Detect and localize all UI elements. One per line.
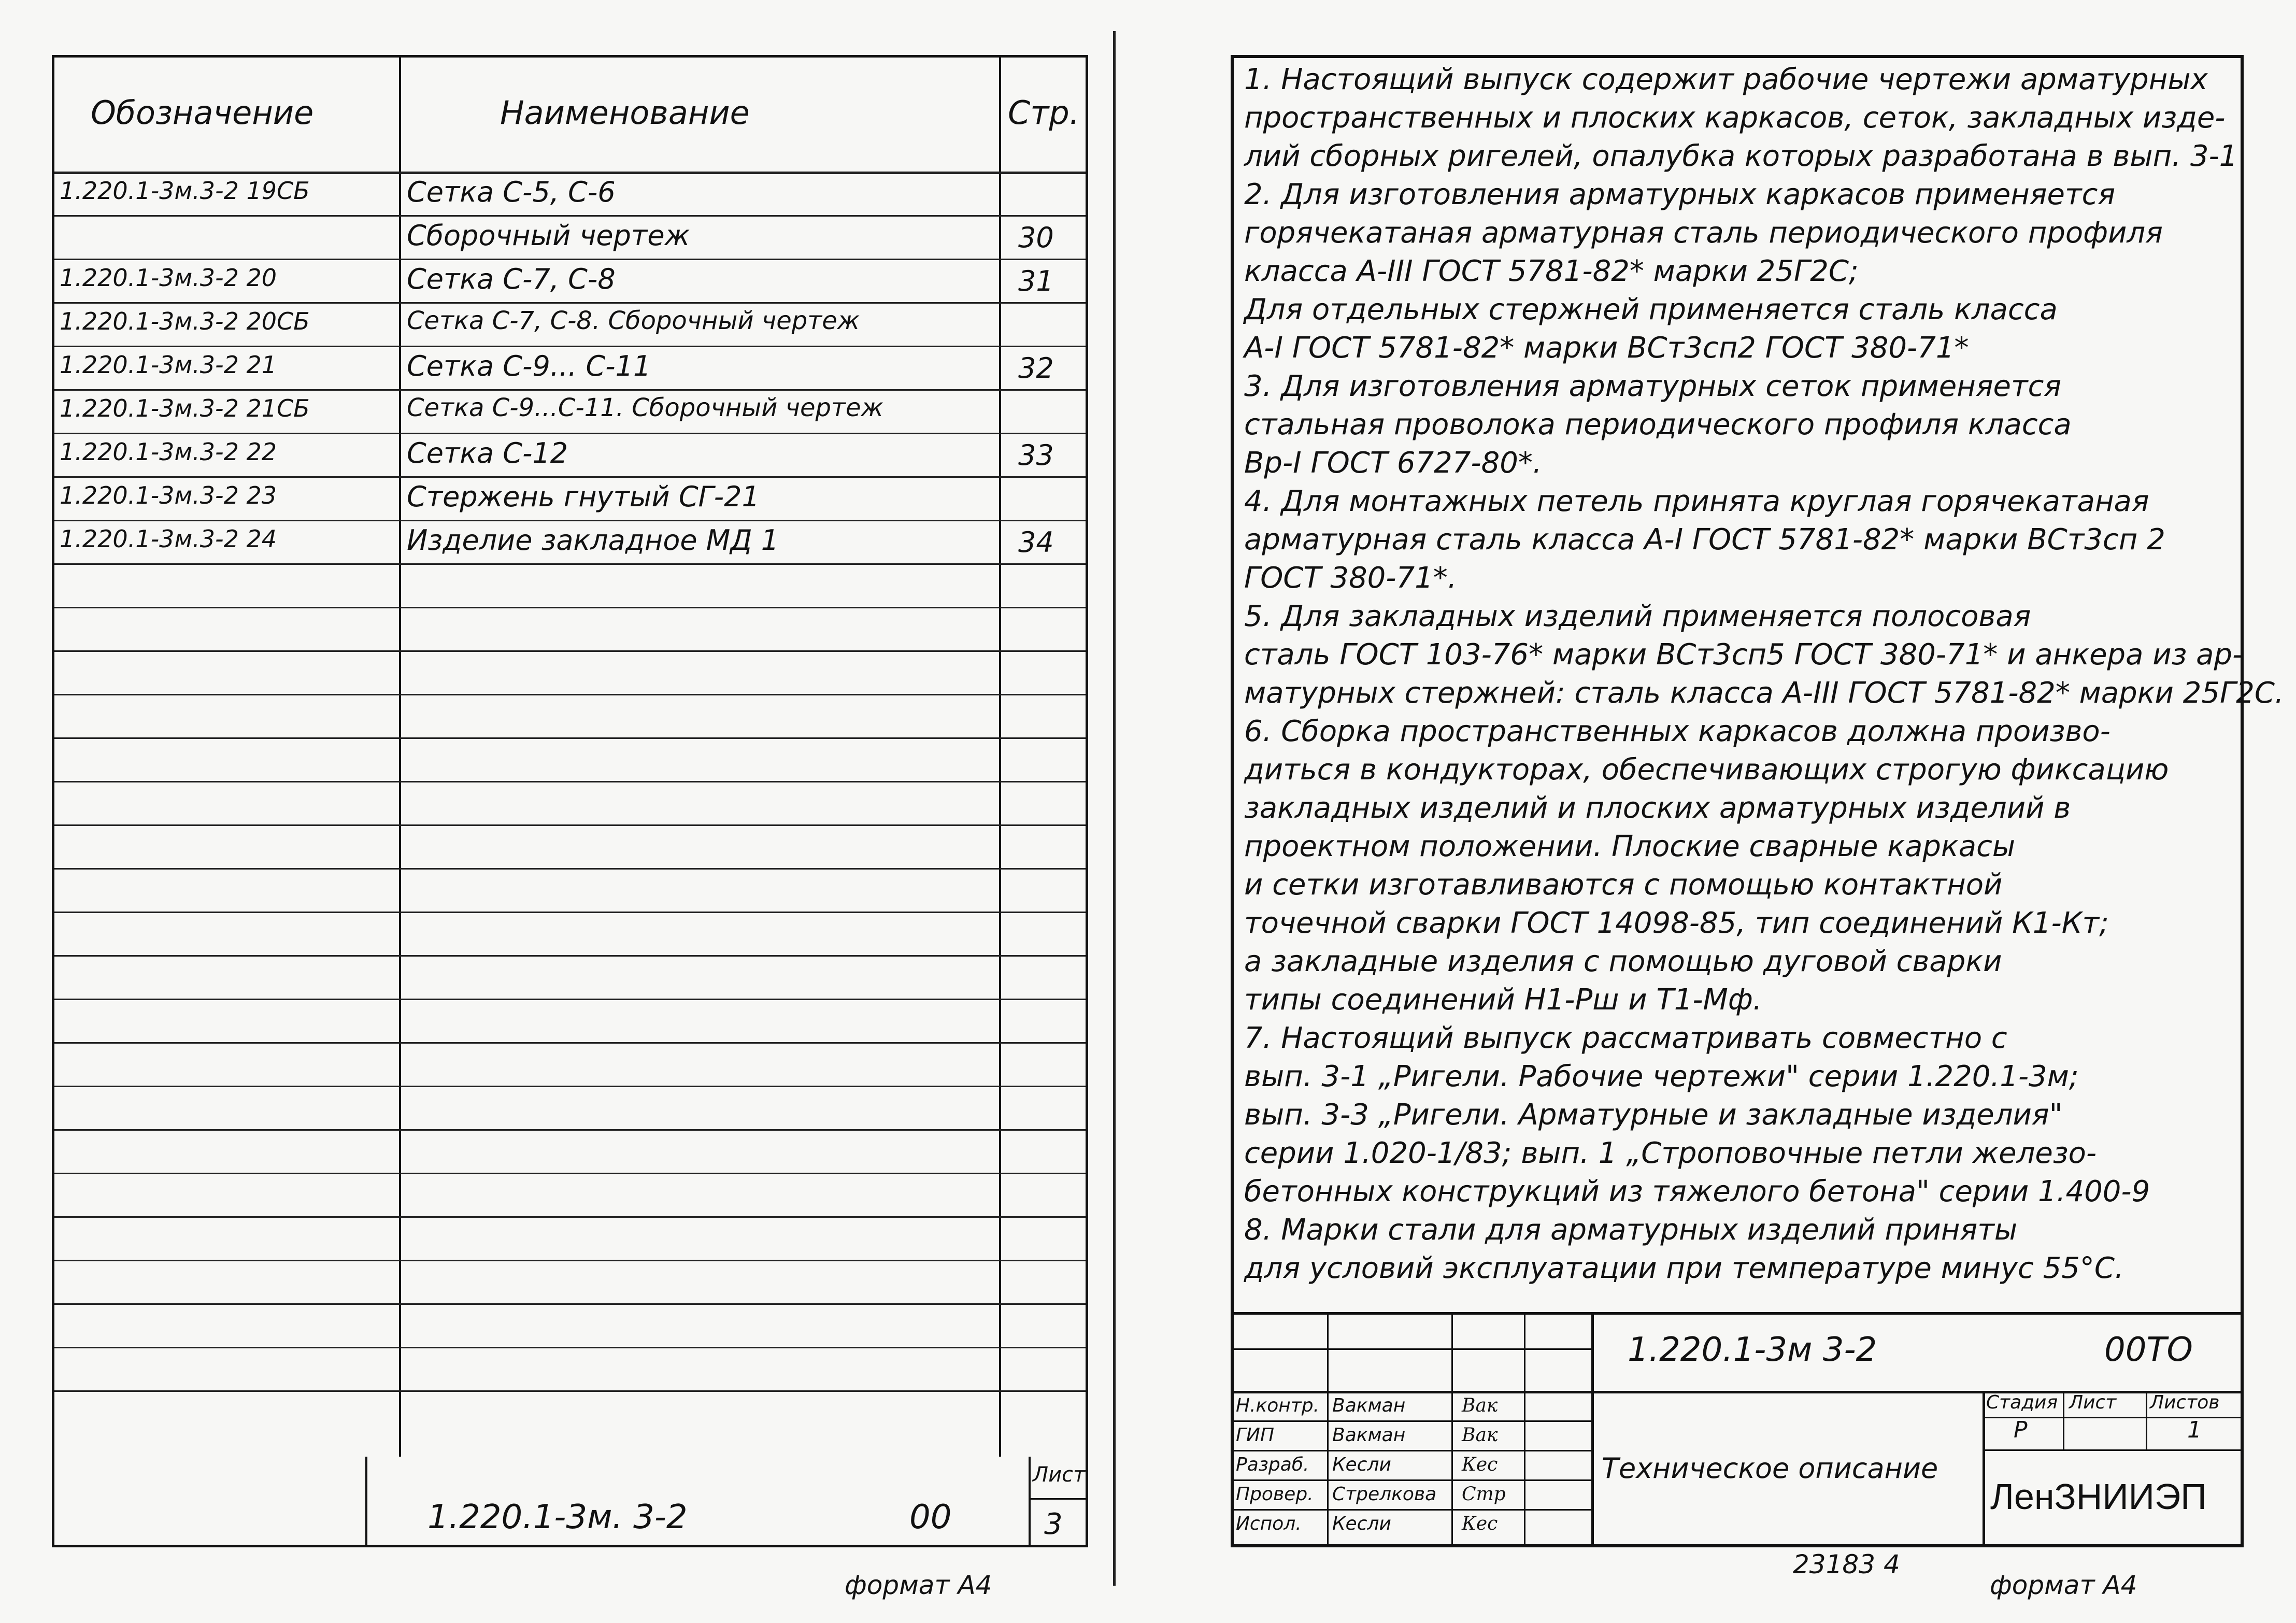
column-divider [399, 58, 401, 1457]
text-line: Вр-I ГОСТ 6727-80*. [1244, 446, 1542, 480]
row-line [54, 389, 1086, 391]
row-name: Сетка С-7, С-8 [407, 263, 616, 295]
tb-role: Провер. [1236, 1484, 1314, 1505]
tb-title: Техническое описание [1602, 1452, 1938, 1485]
text-line: диться в кондукторах, обеспечивающих строгую фиксацию [1244, 753, 2169, 787]
tb-person: Кесли [1332, 1513, 1391, 1534]
row-line [54, 172, 1086, 174]
text-line: вып. 3-1 „Ригели. Рабочие чертежи" серии 1.220.1-3м; [1244, 1060, 2079, 1093]
row-page: 34 [1018, 526, 1054, 559]
header-page: Стр. [1008, 94, 1080, 132]
format-label: формат А4 [1990, 1570, 2137, 1600]
row-line [54, 433, 1086, 434]
row-line [54, 650, 1086, 652]
text-line: класса А-III ГОСТ 5781-82* марки 25Г2С; [1244, 254, 1859, 288]
row-line [54, 868, 1086, 870]
row-name: Сетка С-5, С-6 [407, 176, 616, 208]
text-line: лий сборных ригелей, опалубка которых разработана в вып. 3-1 [1244, 139, 2238, 173]
tb-line [1234, 1450, 1591, 1451]
text-line: серии 1.020-1/83; вып. 1 „Строповочные петли железо- [1244, 1136, 2097, 1170]
row-designation: 1.220.1-3м.3-2 21СБ [60, 394, 310, 422]
tb-line [1234, 1312, 2241, 1315]
tb-vline [1591, 1312, 1594, 1545]
row-line [54, 1216, 1086, 1218]
row-name: Сетка С-7, С-8. Сборочный чертеж [407, 306, 860, 335]
tb-person: Вакман [1332, 1425, 1406, 1446]
tb-doc: 00ТО [2104, 1331, 2193, 1369]
tb-vline [2063, 1391, 2064, 1449]
tb-role: ГИП [1236, 1425, 1275, 1446]
text-line: матурных стержней: сталь класса А-III ГОСТ 5781-82* марки 25Г2С. [1244, 676, 2284, 710]
stamp-number: 23183 4 [1793, 1549, 1900, 1579]
text-line: для условий эксплуатации при температуре минус 55°С. [1244, 1251, 2124, 1285]
footer-sheet-line [1029, 1498, 1086, 1500]
row-designation: 1.220.1-3м.3-2 20 [60, 264, 277, 292]
tb-signature: Кес [1462, 1513, 1498, 1534]
row-line [54, 346, 1086, 347]
tb-person: Стрелкова [1332, 1484, 1437, 1505]
header-designation: Обозначение [91, 94, 314, 132]
text-line: пространственных и плоских каркасов, сеток, закладных изде- [1244, 101, 2226, 135]
text-line: закладных изделий и плоских арматурных изделий в [1244, 791, 2071, 825]
row-name: Сетка С-12 [407, 437, 568, 469]
tb-line [1234, 1348, 1591, 1350]
text-line: 3. Для изготовления арматурных сеток применяется [1244, 369, 2062, 403]
row-name: Сборочный чертеж [407, 219, 690, 252]
text-line: 2. Для изготовления арматурных каркасов применяется [1244, 178, 2116, 211]
row-designation: 1.220.1-3м.3-2 24 [60, 525, 277, 553]
text-line: ГОСТ 380-71*. [1244, 561, 1457, 595]
text-line: бетонных конструкций из тяжелого бетона" серии 1.400-9 [1244, 1175, 2150, 1208]
row-line [54, 999, 1086, 1000]
row-name: Стержень гнутый СГ-21 [407, 480, 760, 513]
row-line [54, 824, 1086, 826]
tb-stage-label: Стадия [1986, 1392, 2058, 1413]
row-line [54, 1260, 1086, 1261]
tb-line [1234, 1509, 1591, 1511]
tb-signature: Стр [1462, 1484, 1506, 1505]
tb-line [1983, 1449, 2241, 1451]
row-designation: 1.220.1-3м.3-2 23 [60, 481, 277, 509]
text-line: стальная проволока периодического профиля класса [1244, 408, 2072, 442]
row-line [54, 912, 1086, 913]
tb-code: 1.220.1-3м 3-2 [1628, 1331, 1877, 1369]
tb-sheets: 1 [2187, 1417, 2202, 1443]
contents-sheet [52, 55, 1088, 1547]
text-line: 5. Для закладных изделий применяется полосовая [1244, 600, 2031, 633]
text-line: арматурная сталь класса А-I ГОСТ 5781-82* марки ВСт3сп 2 [1244, 523, 2165, 557]
row-line [54, 1303, 1086, 1305]
tb-org: ЛенЗНИИЭП [1990, 1476, 2207, 1517]
row-line [54, 1390, 1086, 1392]
row-line [54, 1173, 1086, 1174]
row-designation: 1.220.1-3м.3-2 22 [60, 438, 277, 466]
tb-line [1234, 1420, 1591, 1422]
text-line: 8. Марки стали для арматурных изделий приняты [1244, 1213, 2018, 1247]
tb-signature: Кес [1462, 1454, 1498, 1475]
tb-stage: Р [2014, 1417, 2028, 1443]
row-designation: 1.220.1-3м.3-2 19СБ [60, 177, 310, 205]
text-line: и сетки изготавливаются с помощью контактной [1244, 868, 2003, 902]
footer-doc: 00 [909, 1498, 952, 1536]
tb-vline [1327, 1312, 1329, 1545]
binding-line [1113, 31, 1116, 1586]
row-line [54, 302, 1086, 304]
row-line [54, 1129, 1086, 1131]
row-line [54, 1086, 1086, 1087]
row-line [54, 1347, 1086, 1348]
text-line: А-I ГОСТ 5781-82* марки ВСт3сп2 ГОСТ 380-71* [1244, 331, 1969, 365]
footer-sheet-number: 3 [1044, 1507, 1063, 1541]
format-label: формат А4 [845, 1570, 992, 1600]
tb-signature: Вак [1462, 1425, 1498, 1446]
tb-sheets-label: Листов [2150, 1392, 2220, 1413]
tb-vline [1451, 1312, 1453, 1545]
text-line: точечной сварки ГОСТ 14098-85, тип соединений К1-Кт; [1244, 906, 2109, 940]
tb-role: Испол. [1236, 1513, 1302, 1534]
tb-role: Разраб. [1236, 1454, 1309, 1475]
row-line [54, 520, 1086, 521]
tb-vline [2146, 1391, 2147, 1449]
row-line [54, 476, 1086, 478]
description-sheet [1231, 55, 2284, 1547]
row-line [54, 1042, 1086, 1044]
tb-vline [1524, 1312, 1525, 1545]
text-line: сталь ГОСТ 103-76* марки ВСт3сп5 ГОСТ 380-71* и анкера из ар- [1244, 638, 2243, 672]
footer-sheet-label: Лист [1033, 1463, 1086, 1487]
tb-vline [1983, 1391, 1985, 1545]
text-line: а закладные изделия с помощью дуговой сварки [1244, 945, 2002, 978]
row-line [54, 694, 1086, 695]
tb-signature: Вак [1462, 1395, 1498, 1416]
text-line: 7. Настоящий выпуск рассматривать совместно с [1244, 1021, 2007, 1055]
text-line: 6. Сборка пространственных каркасов должна произво- [1244, 715, 2110, 748]
row-line [54, 955, 1086, 957]
row-line [54, 607, 1086, 608]
row-line [54, 737, 1086, 739]
row-name: Сетка С-9...С-11. Сборочный чертеж [407, 393, 883, 422]
column-divider [999, 58, 1001, 1457]
tb-role: Н.контр. [1236, 1395, 1320, 1416]
row-name: Сетка С-9... С-11 [407, 350, 651, 382]
tb-line [1234, 1479, 1591, 1481]
row-page: 33 [1018, 439, 1054, 472]
text-line: горячекатаная арматурная сталь периодического профиля [1244, 216, 2163, 250]
text-line: Для отдельных стержней применяется сталь класса [1244, 293, 2058, 326]
row-page: 31 [1018, 265, 1054, 297]
text-line: 1. Настоящий выпуск содержит рабочие чертежи арматурных [1244, 63, 2208, 96]
header-name: Наименование [500, 94, 750, 132]
tb-person: Вакман [1332, 1395, 1406, 1416]
row-name: Изделие закладное МД 1 [407, 524, 779, 557]
row-line [54, 259, 1086, 260]
row-line [54, 215, 1086, 217]
row-page: 32 [1018, 352, 1054, 385]
row-line [54, 781, 1086, 782]
tb-sheet-label: Лист [2069, 1392, 2117, 1413]
footer-divider [365, 1457, 367, 1545]
row-designation: 1.220.1-3м.3-2 21 [60, 351, 277, 379]
tb-person: Кесли [1332, 1454, 1391, 1475]
footer-code: 1.220.1-3м. 3-2 [427, 1498, 688, 1536]
text-line: вып. 3-3 „Ригели. Арматурные и закладные изделия" [1244, 1098, 2063, 1132]
text-line: типы соединений Н1-Рш и Т1-Мф. [1244, 983, 1762, 1017]
text-line: 4. Для монтажных петель принята круглая горячекатаная [1244, 485, 2149, 518]
row-designation: 1.220.1-3м.3-2 20СБ [60, 307, 310, 335]
text-line: проектном положении. Плоские сварные каркасы [1244, 830, 2016, 863]
row-line [54, 563, 1086, 565]
footer-divider [1029, 1457, 1031, 1545]
row-page: 30 [1018, 221, 1054, 254]
